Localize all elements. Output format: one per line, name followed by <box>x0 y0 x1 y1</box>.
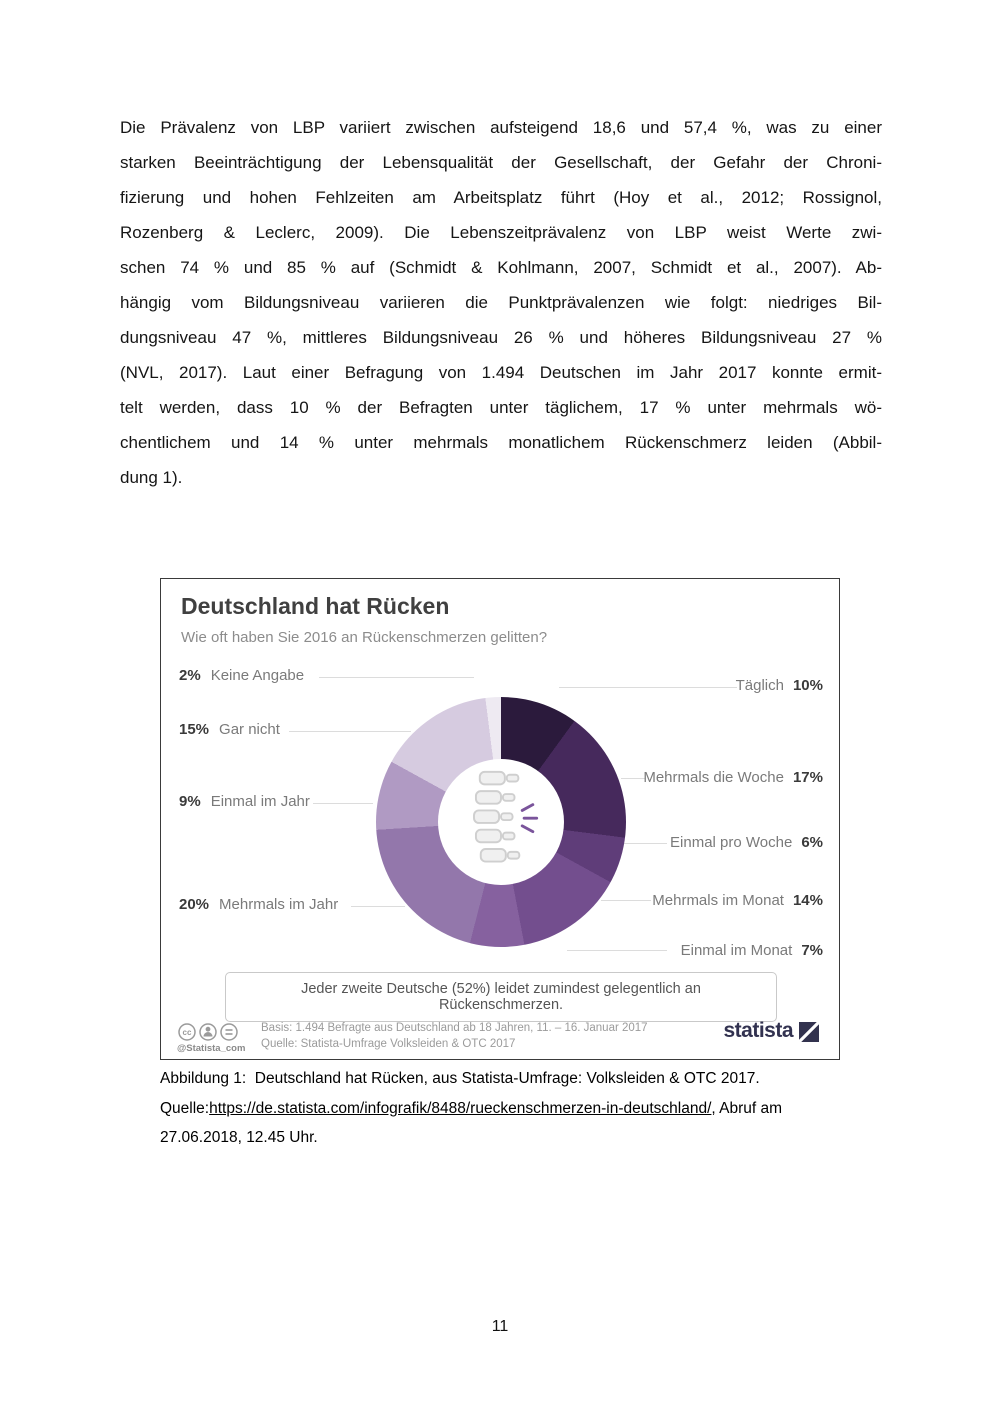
body-paragraph <box>120 110 882 495</box>
cc-by-nd-icon <box>177 1022 239 1042</box>
paragraph-line: fizierung und hohen Fehlzeiten am Arbeitsplatz führt (Hoy et al., 2012; Rossignol, <box>120 188 882 207</box>
donut-label-text: Täglich <box>735 677 784 694</box>
donut-label-mehrmals-im-jahr <box>179 896 338 913</box>
donut-label-einmal-im-jahr <box>179 793 310 810</box>
paragraph-line: starken Beeinträchtigung der Lebensqualität der Gesellschaft, der Gefahr der Chroni- <box>120 153 882 172</box>
caption-source-link[interactable]: https://de.statista.com/infografik/8488/rueckenschmerzen-in-deutschland/ <box>209 1099 712 1117</box>
footer-quelle: Quelle: Statista-Umfrage Volksleiden & OTC 2017 <box>261 1038 516 1050</box>
caption-line-1: Abbildung 1: Deutschland hat Rücken, aus Statista-Umfrage: Volksleiden & OTC 2017. <box>160 1070 760 1087</box>
caption-line-3: 27.06.2018, 12.45 Uhr. <box>160 1129 318 1146</box>
donut-label-text: Einmal im Jahr <box>210 793 310 810</box>
leader-line <box>313 803 373 804</box>
paragraph-line: dungsniveau 47 %, mittleres Bildungsniveau 26 % und höheres Bildungsniveau 27 % <box>120 328 882 347</box>
infographic-box <box>160 578 840 1060</box>
paragraph-line: hängig vom Bildungsniveau variieren die Punktprävalenzen wie folgt: niedriges Bil- <box>120 293 882 312</box>
spine-icon <box>453 768 549 876</box>
leader-line <box>567 950 667 951</box>
caption-source-prefix: Quelle: <box>160 1099 210 1117</box>
donut-label-text: Einmal im Monat <box>680 942 793 959</box>
donut-label-pct: 10% <box>792 677 823 694</box>
donut-label-mehrmals-im-monat <box>652 892 823 909</box>
paragraph-line: Rozenberg & Leclerc, 2009). Die Lebenszeitprävalenz von LBP weist Werte zwi- <box>120 223 882 242</box>
donut-label-pct: 15% <box>179 721 210 738</box>
paragraph-line: telt werden, dass 10 % der Befragten unter täglichem, 17 % unter mehrmals wö- <box>120 398 882 417</box>
leader-line <box>559 687 737 688</box>
callout-annotation: Jeder zweite Deutsche (52%) leidet zumindest gelegentlich an Rückenschmerzen. <box>225 972 777 1022</box>
donut-label-pct: 6% <box>801 834 823 851</box>
donut-label-mehrmals-die-woche <box>643 769 823 786</box>
donut-label-einmal-im-monat <box>681 942 823 959</box>
leader-line <box>623 843 667 844</box>
caption-source-suffix: , Abruf am <box>711 1099 783 1117</box>
donut-hole <box>438 759 564 885</box>
donut-label-text: Einmal pro Woche <box>670 834 793 851</box>
paragraph-line: chentlichem und 14 % unter mehrmals monatlichem Rückenschmerz leiden (Abbil- <box>120 433 882 452</box>
donut-label-text: Mehrmals die Woche <box>643 769 784 786</box>
footer-source-text <box>261 1020 648 1052</box>
donut-label-pct: 7% <box>801 942 823 959</box>
infographic-title: Deutschland hat Rücken <box>181 593 450 619</box>
donut-label-pct: 14% <box>792 892 823 909</box>
donut-label-text: Gar nicht <box>219 721 280 738</box>
donut-label-text: Mehrmals im Monat <box>652 892 784 909</box>
page-number: 11 <box>491 1318 509 1335</box>
svg-text:cc: cc <box>182 1028 192 1037</box>
paragraph-line: dung 1). <box>120 468 183 487</box>
donut-label-text: Keine Angabe <box>210 667 305 684</box>
figure-caption <box>160 1064 880 1153</box>
donut-label-pct: 20% <box>179 896 210 913</box>
donut-chart <box>376 697 626 947</box>
paragraph-line: schen 74 % und 85 % auf (Schmidt & Kohlmann, 2007, Schmidt et al., 2007). Ab- <box>120 258 882 277</box>
leader-line <box>319 677 474 678</box>
donut-label-gar-nicht <box>179 721 280 738</box>
footer-basis: Basis: 1.494 Befragte aus Deutschland ab 18 Jahren, 11. – 16. Januar 2017 <box>261 1022 648 1034</box>
statista-wordmark: statista <box>723 1019 793 1042</box>
donut-label-pct: 2% <box>179 667 201 684</box>
caption-line-2 <box>160 1094 880 1124</box>
donut-label-text: Mehrmals im Jahr <box>219 896 339 913</box>
donut-label-pct: 17% <box>792 769 823 786</box>
paragraph-line: (NVL, 2017). Laut einer Befragung von 1.494 Deutschen im Jahr 2017 konnte ermit- <box>120 363 882 382</box>
infographic-subtitle: Wie oft haben Sie 2016 an Rückenschmerzen gelitten? <box>181 629 548 646</box>
donut-label-keine-angabe <box>179 667 304 684</box>
donut-label-taeglich <box>736 677 823 694</box>
donut-label-pct: 9% <box>179 793 201 810</box>
paragraph-line: Die Prävalenz von LBP variiert zwischen aufsteigend 18,6 und 57,4 %, was zu einer <box>120 118 882 137</box>
donut-label-einmal-pro-woche <box>670 834 823 851</box>
statista-logo-icon <box>799 1022 819 1047</box>
statista-handle: @Statista_com <box>177 1043 246 1054</box>
